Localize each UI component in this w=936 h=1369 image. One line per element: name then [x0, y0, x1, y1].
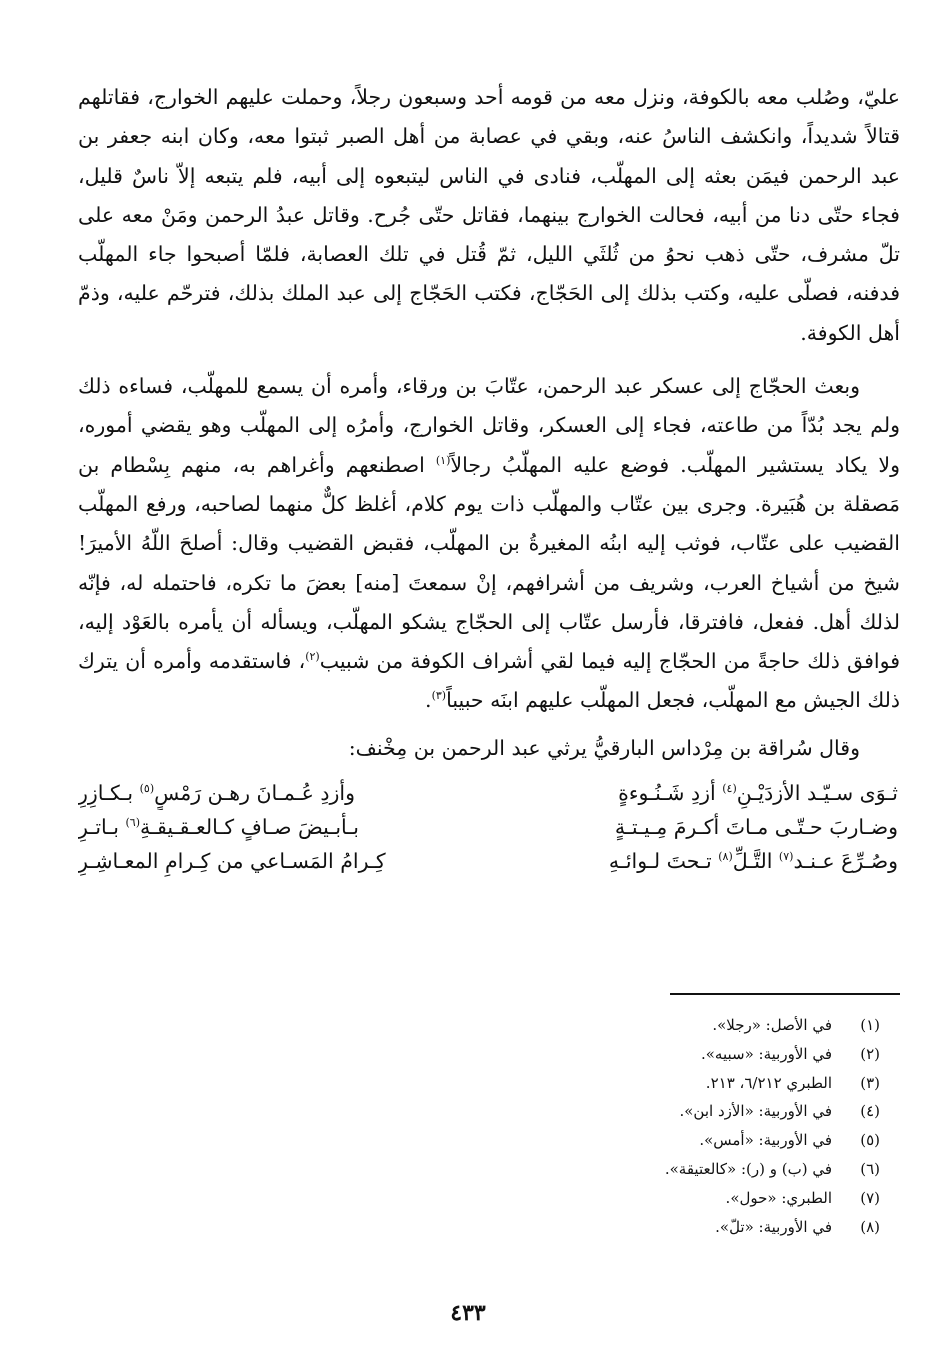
- footnote-text: في (ب) و (ر): «كالعتيقة».: [664, 1159, 832, 1178]
- footnote-number: (٤): [860, 1102, 880, 1121]
- poem-verse-3: [78, 844, 900, 878]
- footnote-number: (٦): [860, 1159, 880, 1178]
- footnotes: [380, 1011, 880, 1241]
- footnote-2: [380, 1040, 880, 1069]
- page-body: [78, 78, 900, 878]
- footnote-ref-6: (٦): [125, 816, 141, 830]
- footnote-ref-3: (٣): [431, 689, 447, 703]
- footnote-text: الطبري ٦/٢١٢، ٢١٣.: [705, 1073, 832, 1092]
- verse-1-second-hemistich: [78, 776, 450, 810]
- verse-2-text-a: وضـاربَ حـتّـى مـاتَ أكـرمَ مِـيـتـةٍ: [614, 815, 898, 840]
- footnote-text: في الأصل: «رجلا».: [712, 1016, 832, 1034]
- footnote-text: الطبري: «حول».: [725, 1188, 832, 1207]
- footnote-3: [380, 1069, 880, 1098]
- verse-2-text-c: بـأبـيضَ صـافٍ كـالعـقـيقـةِ: [140, 815, 360, 840]
- poem-verse-2: [78, 810, 900, 844]
- paragraph-2-part-d: .: [425, 688, 432, 713]
- poem-verse-1: [78, 776, 900, 810]
- verse-1-text-a: ثـوَى سـيّـد الأزدَيْـنِ: [736, 781, 898, 806]
- verse-3-text-c: تـحتَ لـوائـهِ: [608, 849, 719, 874]
- footnote-ref-4: (٤): [722, 782, 737, 796]
- footnote-number: (١): [860, 1016, 880, 1034]
- paragraph-2-part-c: ، فاستقدمه وأمره أن يترك ذلك الجيش مع المهلّب، فجعل المهلّب عليهم ابنَه حبيباً: [78, 649, 900, 713]
- footnote-4: [380, 1097, 880, 1126]
- footnote-number: (٢): [860, 1044, 880, 1063]
- poem-introduction: وقال سُراقة بن مِرْداس البارقيُّ يرثي عبد الرحمن بن مِخْنف:: [348, 735, 860, 760]
- verse-1-text-d: بـكـازِرِ: [78, 781, 140, 806]
- verse-3-text-a: وصُـرِّعَ عـنـد: [793, 849, 898, 874]
- verse-1-text-c: وأزدِ عُـمـانَ رهـن رَمْسٍ: [154, 781, 356, 806]
- paragraph-2-part-b: اصطنعهم وأغراهم به، منهم بِسْطام بن مَصقلة بن هُبَيرة. وجرى بين عتّاب والمهلّب ذات يوم كلام، أغلظ كلٌّ منهما لصاحبه، ورفع المهلّب القضيب على عتّاب، فوثب إليه ابنُه المغيرةُ بن المهلّب، فقبض القضيب وقال: أصلحَ اللّهُ الأميرَ! شيخ من أشياخ العرب، وشريف من أشرافهم، إنْ سمعتَ [منه] بعضَ ما تكره، فاحتمله له، فإنّه لذلك أهل. ففعل، فافترقا، فأرسل عتّاب إلى الحجّاج يشكو المهلّب، ويسأله أن يأمره بالعَوْد إليه، فوافق ذلك حاجةً من الحجّاج إليه فيما لقي أشراف الكوفة من شبيب: [78, 452, 900, 674]
- footnote-ref-2: (٢): [305, 650, 320, 664]
- verse-2-first-hemistich: [526, 810, 900, 844]
- verse-1-text-b: أزدِ شَـنُـوءةٍ: [618, 781, 723, 806]
- footnote-divider: [670, 993, 900, 995]
- footnote-7: [380, 1184, 880, 1213]
- footnote-text: في الأوربية: «الأزد ابن».: [679, 1102, 832, 1121]
- footnote-number: (٨): [860, 1217, 880, 1236]
- paragraph-1: عليّ، وصُلب معه بالكوفة، ونزل معه من قومه أحد وسبعون رجلاً، وحملت عليهم الخوارج، فقاتلهم قتالاً شديداً، وانكشف الناسُ عنه، وبقي في عصابة من أهل الصبر ثبتوا معه، وكان ابنه جعفر بن عبد الرحمن فيمَن بعثه إلى المهلّب، فنادى في الناس ليتبعوه إلى أبيه، فلم يتبعه إلاّ ناسٌ قليل، فجاء حتّى دنا من أبيه، فحالت الخوارج بينهما، فقاتل حتّى جُرح. وقاتل عبدُ الرحمن ومَنْ معه على تلّ مشرف، حتّى ذهب نحوُ من ثُلثَي الليل، ثمّ قُتل في تلك العصابة، فلمّا أصبحوا جاء المهلّب فدفنه، فصلّى عليه، وكتب بذلك إلى الحَجّاج، فكتب الحَجّاج إلى عبد الملك بذلك، فترحّم عليه، وذمّ أهل الكوفة.: [78, 85, 900, 345]
- verse-3-text-d: كِـرامُ المَسـاعي من كِـرامِ المعـاشِـرِ: [78, 849, 386, 874]
- footnote-ref-1: (١): [435, 453, 451, 467]
- footnote-text: في الأوربية: «أمس».: [699, 1131, 832, 1150]
- footnote-number: (٥): [860, 1131, 880, 1150]
- poem: [78, 776, 900, 878]
- footnote-number: (٧): [860, 1188, 880, 1207]
- verse-1-first-hemistich: [526, 776, 900, 810]
- paragraph-2-part-a: وبعث الحجّاج إلى عسكر عبد الرحمن، عتّابَ بن ورقاء، وأمره أن يسمع للمهلّب، فساءه ذلك ولم يجد بُدّاً من طاعته، فجاء إلى العسكر، وقاتل الخوارج، وأمرُه إلى المهلّب وهو يقضي أموره، ولا يكاد يستشير المهلّب. فوضع عليه المهلّبُ رجالاً: [78, 374, 900, 477]
- verse-3-text-b: التَّـلِّ: [732, 849, 779, 874]
- verse-2-text-d: بـاتـرِ: [78, 815, 126, 840]
- footnote-text: في الأوربية: «سبيه».: [700, 1044, 832, 1063]
- footnote-number: (٣): [860, 1073, 880, 1092]
- paragraph-2: [78, 367, 900, 721]
- footnote-6: [380, 1155, 880, 1184]
- footnote-ref-5: (٥): [139, 782, 155, 796]
- verse-3-second-hemistich: [78, 844, 450, 878]
- verse-2-second-hemistich: [78, 810, 450, 844]
- footnote-ref-8: (٨): [718, 850, 733, 864]
- footnote-1: [380, 1011, 880, 1040]
- page-number: ٤٣٣: [450, 1300, 486, 1326]
- verse-3-first-hemistich: [526, 844, 900, 878]
- footnote-5: [380, 1126, 880, 1155]
- footnote-text: في الأوربية: «تلّ».: [715, 1217, 832, 1236]
- footnote-ref-7: (٧): [778, 850, 794, 864]
- footnote-8: [380, 1213, 880, 1242]
